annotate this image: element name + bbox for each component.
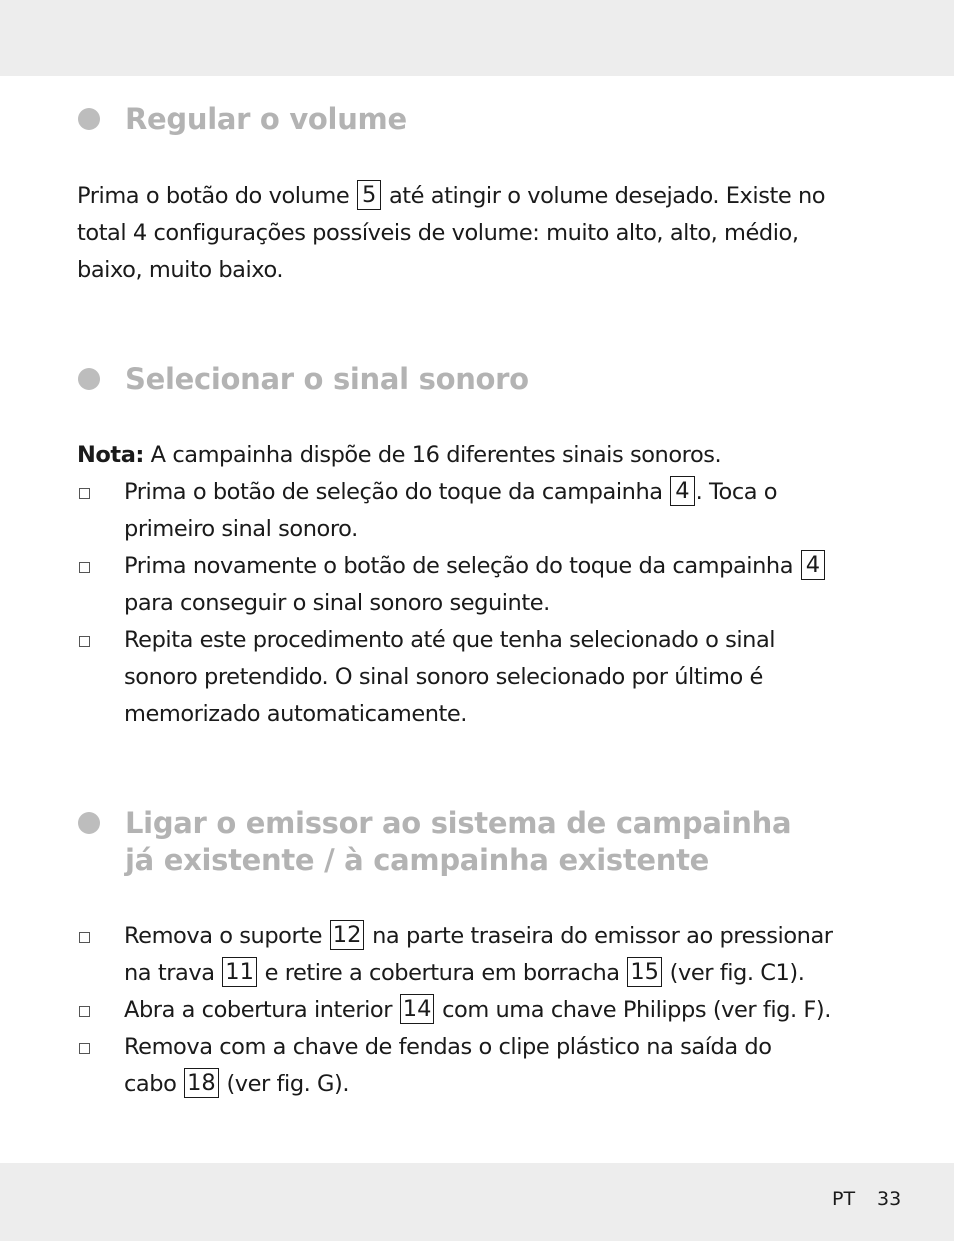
paragraph-line [77, 178, 887, 289]
text-segment: com uma chave Philipps (ver fig. F). [435, 997, 831, 1023]
list-item-text [124, 1029, 772, 1103]
text-segment: na trava [124, 960, 222, 986]
part-reference-box: 12 [330, 920, 365, 950]
heading-text-line-1: Ligar o emissor ao sistema de campainha [125, 806, 792, 840]
bullet-dot-icon [78, 812, 100, 834]
text-line [124, 622, 775, 659]
heading-text: Selecionar o sinal sonoro [125, 362, 529, 396]
list-item-text [124, 548, 826, 622]
text-segment: memorizado automaticamente. [124, 701, 468, 727]
text-segment: Remova com a chave de fendas o clipe plástico na saída do [124, 1034, 772, 1060]
text-segment: (ver fig. G). [219, 1071, 350, 1097]
text-line [124, 511, 777, 548]
text-line [124, 1029, 772, 1066]
text-segment: sonoro pretendido. O sinal sonoro selecionado por último é [124, 664, 763, 690]
text-line [124, 474, 777, 511]
text-line [77, 215, 887, 252]
footer-band [0, 1163, 954, 1241]
text-segment: Prima o botão de seleção do toque da campainha [124, 479, 670, 505]
note-label: Nota: [77, 442, 144, 468]
header-band [0, 0, 954, 76]
text-line [124, 659, 775, 696]
list-item-text [124, 992, 831, 1029]
checkbox-square-icon [79, 1043, 90, 1054]
part-reference-box: 11 [222, 957, 257, 987]
volume-paragraph [77, 178, 887, 289]
text-segment: na parte traseira do emissor ao pressionar [365, 923, 833, 949]
list-item-text [124, 918, 833, 992]
text-line [124, 585, 826, 622]
text-line [124, 1066, 772, 1103]
heading-text: Regular o volume [125, 102, 407, 136]
page-number: 33 [877, 1188, 902, 1210]
part-reference-box: 15 [627, 957, 662, 987]
heading-text-line-2: já existente / à campainha existente [125, 843, 710, 877]
text-line [124, 918, 833, 955]
part-reference-box: 14 [400, 994, 435, 1024]
text-segment: até atingir o volume desejado. Existe no [382, 183, 826, 209]
text-segment: e retire a cobertura em borracha [257, 960, 627, 986]
bullet-dot-icon [78, 108, 100, 130]
text-segment: Repita este procedimento até que tenha selecionado o sinal [124, 627, 776, 653]
text-segment: cabo [124, 1071, 184, 1097]
text-segment: Remova o suporte [124, 923, 329, 949]
checkbox-square-icon [79, 1006, 90, 1017]
text-line [77, 178, 887, 215]
text-line [77, 252, 887, 289]
part-reference-box: 4 [801, 550, 825, 580]
part-reference-box: 4 [670, 476, 694, 506]
text-line [124, 696, 775, 733]
text-segment: total 4 configurações possíveis de volume: muito alto, alto, médio, [77, 220, 799, 246]
footer-language: PT [832, 1188, 856, 1210]
text-segment: Prima o botão do volume [77, 183, 356, 209]
list-item-text [124, 622, 775, 733]
text-segment: . Toca o [695, 479, 778, 505]
text-segment: Prima novamente o botão de seleção do toque da campainha [124, 553, 800, 579]
text-segment: para conseguir o sinal sonoro seguinte. [124, 590, 550, 616]
text-segment: Abra a cobertura interior [124, 997, 399, 1023]
checkbox-square-icon [79, 562, 90, 573]
text-segment: baixo, muito baixo. [77, 257, 284, 283]
text-segment: primeiro sinal sonoro. [124, 516, 358, 542]
text-segment: (ver fig. C1). [662, 960, 805, 986]
bullet-dot-icon [78, 368, 100, 390]
text-line [124, 548, 826, 585]
checkbox-square-icon [79, 636, 90, 647]
text-line [124, 992, 831, 1029]
list-item-text [124, 474, 777, 548]
part-reference-box: 18 [184, 1068, 219, 1098]
note-text: A campainha dispõe de 16 diferentes sinais sonoros. [143, 442, 722, 468]
checkbox-square-icon [79, 488, 90, 499]
part-reference-box: 5 [357, 180, 381, 210]
text-line [124, 955, 833, 992]
note-paragraph [77, 437, 887, 474]
checkbox-square-icon [79, 932, 90, 943]
